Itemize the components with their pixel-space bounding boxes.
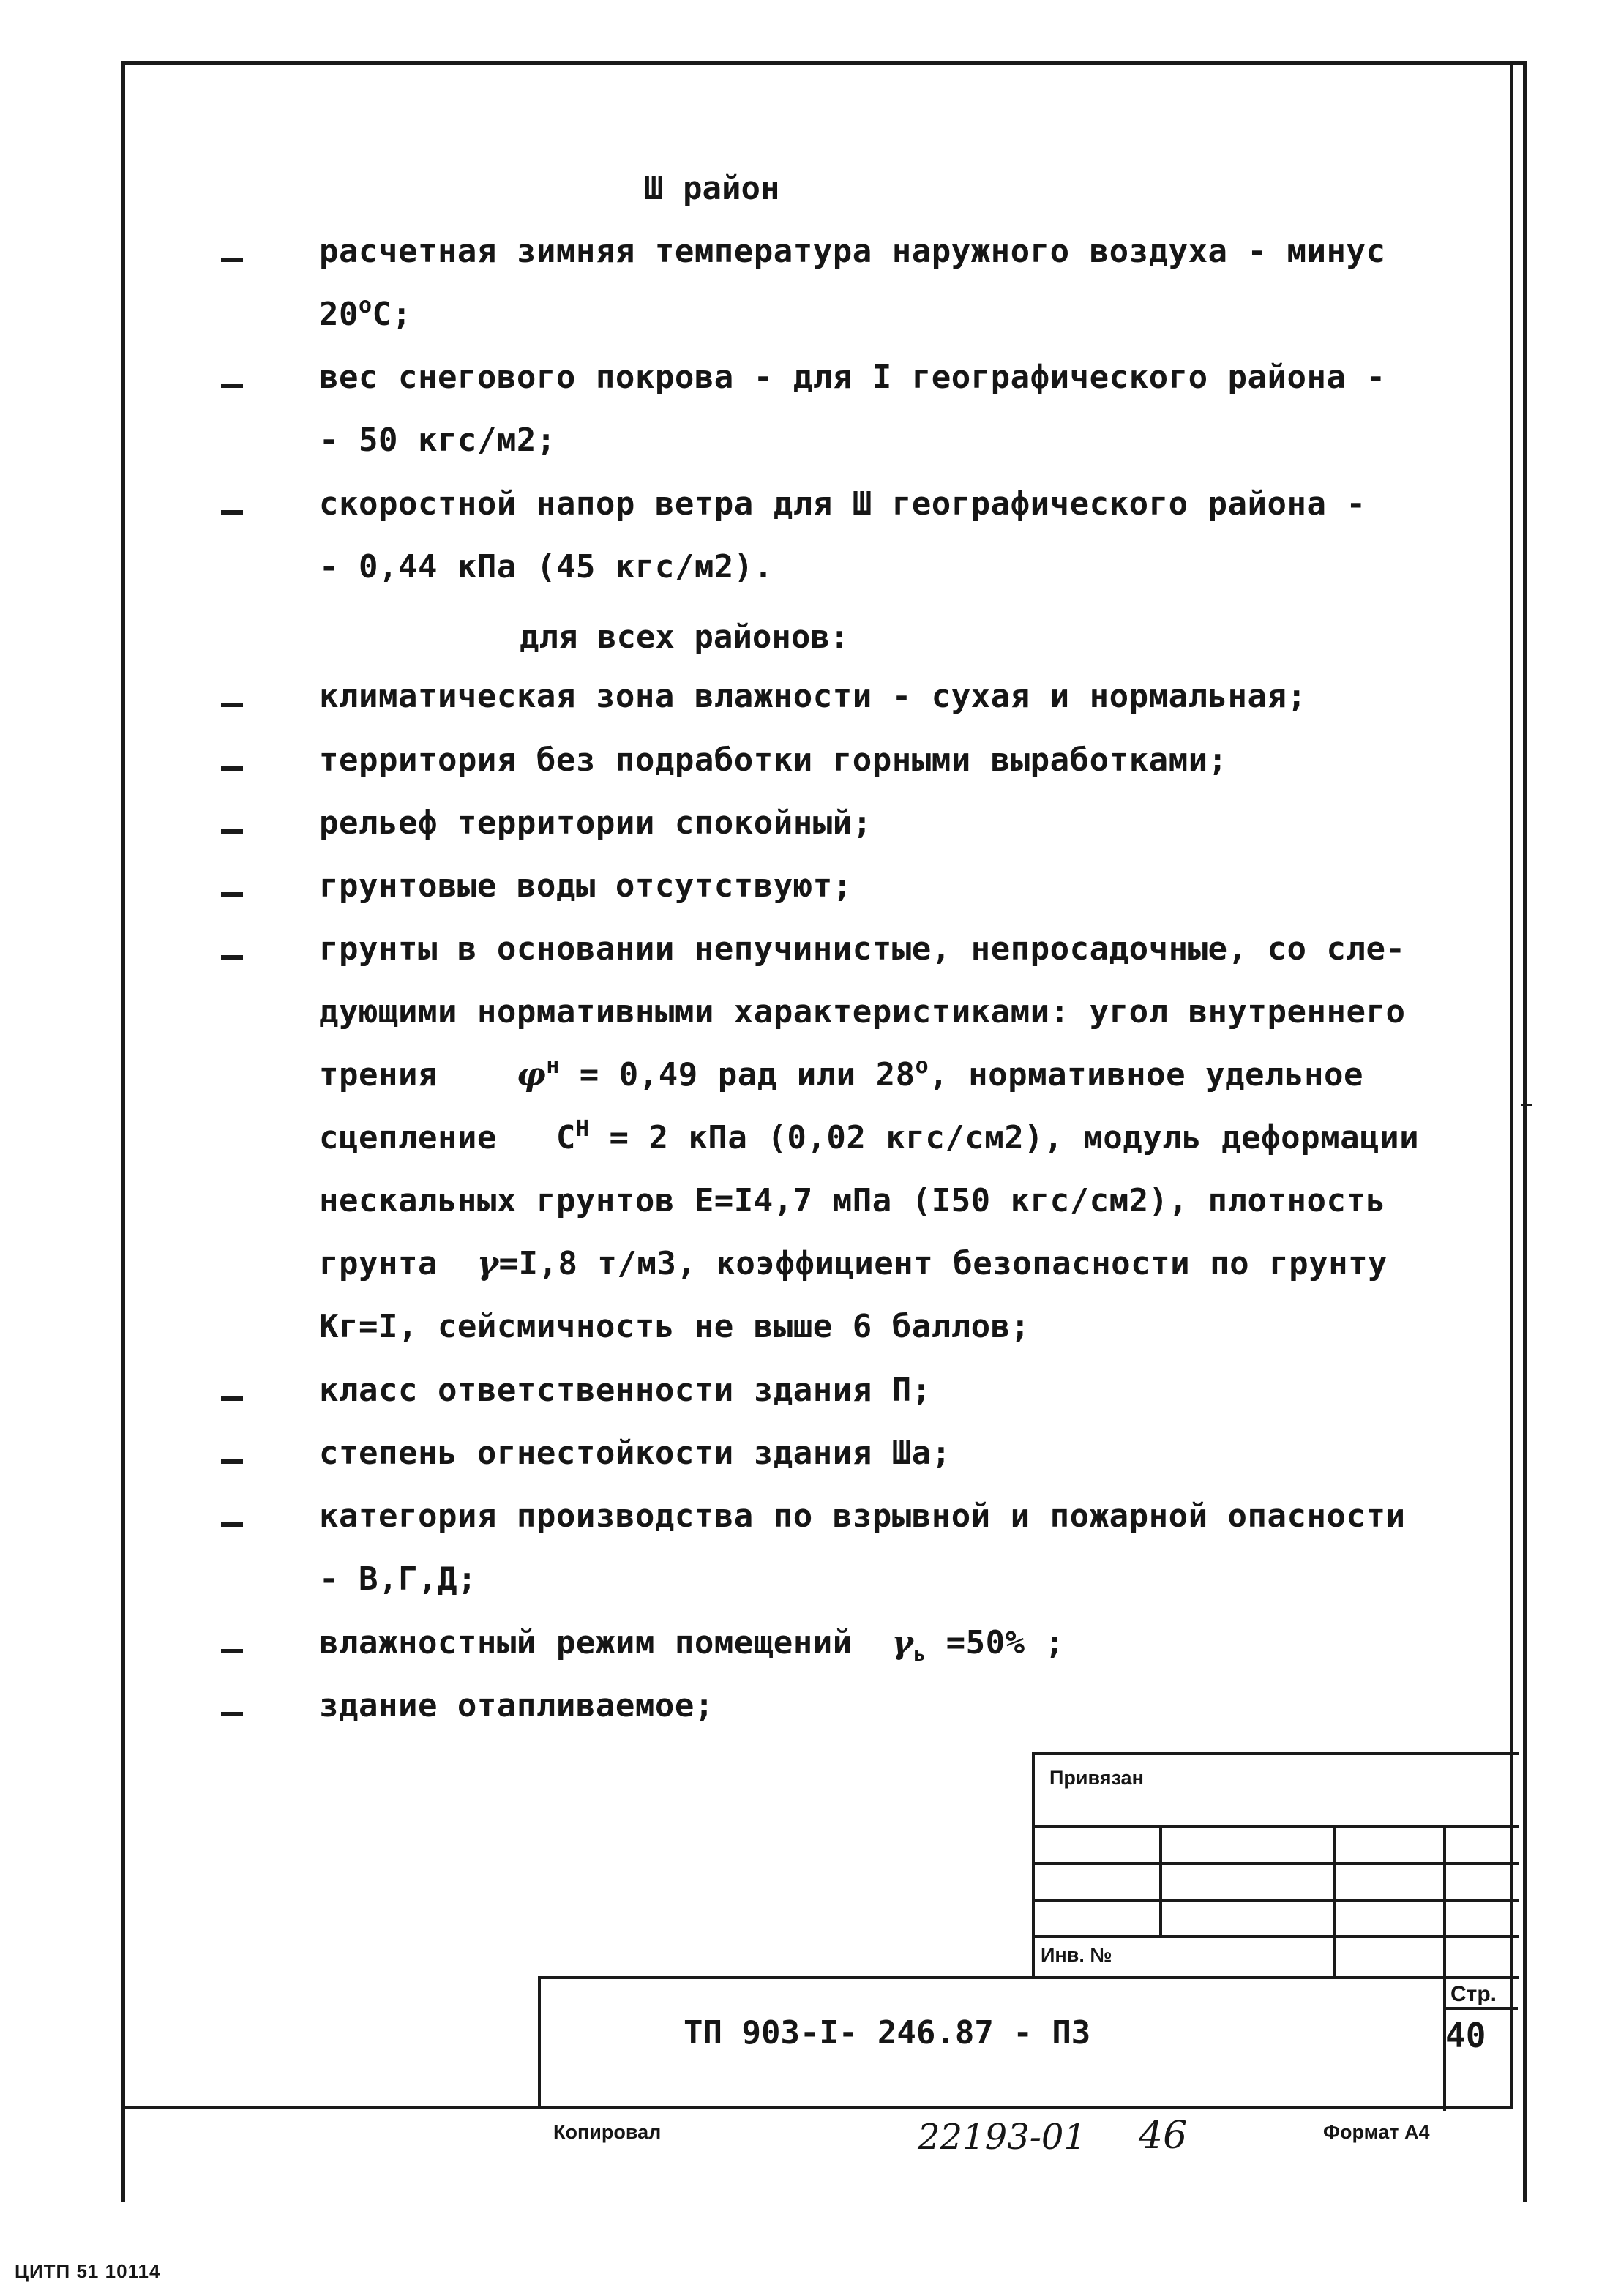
text-line: расчетная зимняя температура наружного воздуха - минус — [319, 233, 1386, 270]
text-line: скоростной напор ветра для Ш географического района - — [319, 485, 1366, 523]
text-line: вес снегового покрова - для I географического района - — [319, 359, 1386, 396]
text-line: грунтовые воды отсутствуют; — [319, 867, 853, 905]
text-line: класс ответственности здания П; — [319, 1372, 932, 1409]
titleblock-line — [538, 1976, 541, 2108]
bullet-dash — [221, 1649, 243, 1653]
text-line: - 50 кгс/м2; — [319, 422, 556, 459]
printer-stamp: ЦИТП 51 10114 — [15, 2260, 161, 2282]
bullet-dash — [221, 384, 243, 388]
gamma-b-symbol: γ — [891, 1624, 914, 1661]
bullet-dash — [221, 1396, 243, 1401]
text-line: грунты в основании непучинистые, непросадочные, со сле- — [319, 930, 1406, 968]
bullet-dash — [221, 1459, 243, 1464]
handwritten-page: 46 — [1139, 2114, 1188, 2158]
page-number: 40 — [1445, 2016, 1486, 2055]
format-label: Формат А4 — [1323, 2121, 1430, 2143]
titleblock-line — [1443, 1825, 1446, 2111]
text-line: рельеф территории спокойный; — [319, 804, 872, 842]
frame-bottom-line — [121, 2106, 1512, 2109]
titleblock-line — [1159, 1825, 1162, 1935]
text-line: трения $\varphi^н = 0,49$ рад или 28$^o$, нормативное удельное — [319, 1053, 1363, 1093]
text-line: Кг=I, сейсмичность не выше 6 баллов; — [319, 1308, 1030, 1345]
bullet-dash — [221, 892, 243, 897]
titleblock-line — [1034, 1752, 1519, 1755]
text-line: 20$^o$С; — [319, 293, 412, 333]
bullet-dash — [221, 258, 243, 262]
copied-by-label: Копировал — [553, 2121, 662, 2143]
bullet-dash — [221, 703, 243, 707]
frame-side-tick — [1521, 1104, 1532, 1106]
gamma-symbol: γ — [476, 1245, 499, 1282]
frame-inner-right-line — [1510, 61, 1513, 2109]
text-line: нескальных грунтов Е=I4,7 мПа (I50 кгс/см2), плотность — [319, 1182, 1386, 1219]
bullet-dash — [221, 1522, 243, 1527]
titleblock-line — [1333, 1825, 1336, 1979]
bullet-dash — [221, 1712, 243, 1716]
titleblock-line — [1443, 2007, 1518, 2010]
titleblock-line — [1032, 1752, 1035, 1979]
text-line: сцепление $С^Н = 2$ кПа (0,02 кгс/см2), модуль деформации — [319, 1116, 1420, 1156]
phi-symbol: φ — [516, 1056, 547, 1093]
district-heading: Ш район — [644, 170, 780, 207]
bullet-dash — [221, 955, 243, 960]
text-line: степень огнестойкости здания Ша; — [319, 1435, 951, 1472]
page-label: Стр. — [1450, 1982, 1497, 2006]
privyazan-label: Привязан — [1049, 1767, 1144, 1789]
text-line: - В,Г,Д; — [319, 1560, 477, 1598]
titleblock-line — [539, 1976, 1519, 1979]
bullet-dash — [221, 829, 243, 834]
text-line: - 0,44 кПа (45 кгс/м2). — [319, 548, 774, 586]
text-line: климатическая зона влажности - сухая и нормальная; — [319, 678, 1307, 715]
inv-no-label: Инв. № — [1041, 1944, 1112, 1966]
bullet-dash — [221, 510, 243, 515]
text-line: здание отапливаемое; — [319, 1687, 714, 1724]
handwritten-number: 22193-01 — [918, 2117, 1086, 2158]
text-line: территория без подработки горными выработками; — [319, 741, 1228, 779]
bullet-dash — [221, 766, 243, 771]
document-code: ТП 903-I- 246.87 - ПЗ — [684, 2014, 1091, 2052]
text-line: грунта γ=I,8 т/м3, коэффициент безопасности по грунту — [319, 1245, 1388, 1282]
text-line: категория производства по взрывной и пожарной опасности — [319, 1497, 1406, 1535]
text-line: дующими нормативными характеристиками: угол внутреннего — [319, 993, 1406, 1031]
subheading-all-districts: для всех районов: — [520, 618, 850, 656]
text-line: влажностный режим помещений $\gamma_ь =50\%$ ; — [319, 1624, 1065, 1666]
